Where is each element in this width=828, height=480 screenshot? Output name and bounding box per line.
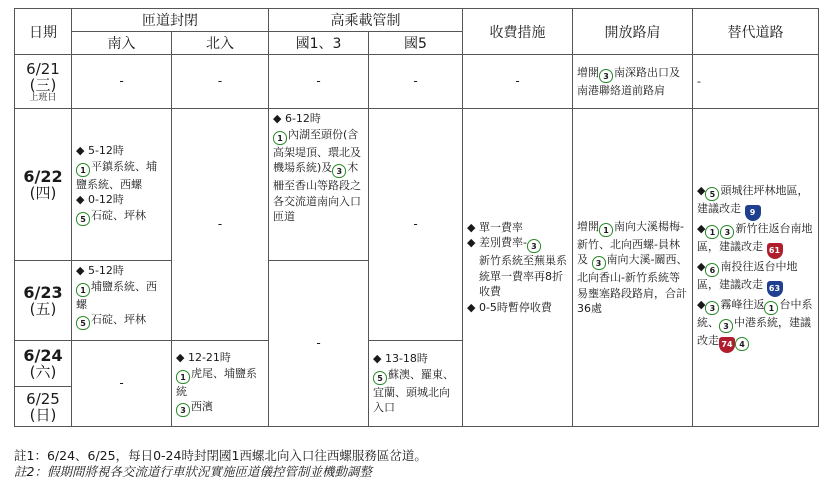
freeway-5-icon: 5 <box>705 187 719 201</box>
header-hov: 高乘載管制 <box>269 9 463 32</box>
header-date: 日期 <box>15 9 72 55</box>
header-ramp-closure: 匝道封閉 <box>72 9 269 32</box>
header-toll: 收費措施 <box>463 9 573 55</box>
cell-624-north: ◆ 12-21時 1 虎尾、埔鹽系統 3 西濱 <box>172 341 269 427</box>
freeway-1-icon: 1 <box>76 283 90 297</box>
freeway-3-icon: 3 <box>332 164 346 178</box>
freeway-1-icon: 1 <box>273 131 287 145</box>
date-cell-621: 6/21 (三) 上班日 <box>15 55 72 109</box>
route-74-shield-icon: 74 <box>719 337 735 353</box>
freeway-1-icon: 1 <box>764 301 778 315</box>
cell-621-hov13: - <box>269 55 369 109</box>
cell-621-south: - <box>72 55 172 109</box>
freeway-3-icon: 3 <box>176 403 190 417</box>
freeway-3-icon: 3 <box>719 319 733 333</box>
cell-621-north: - <box>172 55 269 109</box>
cell-622-hov13: ◆ 6-12時 1 內湖至頭份(含高架堤頂、環北及機場系統)及 3 木柵至香山等路段之各交流道南向入口匝道 <box>269 109 369 261</box>
freeway-1-icon: 1 <box>176 370 190 384</box>
header-shoulder: 開放路肩 <box>573 9 693 55</box>
cell-621-shoulder: 增開 3 南深路出口及南港聯絡道前路肩 <box>573 55 693 109</box>
cell-621-toll: - <box>463 55 573 109</box>
cell-622-hov5: - <box>369 109 463 341</box>
date-cell-625: 6/25 (日) <box>15 387 72 427</box>
cell-624-hov5: ◆ 13-18時 5 蘇澳、羅東、宜蘭、頭城北向入口 <box>369 341 463 427</box>
provincial-9-shield-icon: 9 <box>745 205 761 221</box>
footnotes <box>14 448 427 480</box>
cell-624-south: - <box>72 341 172 427</box>
cell-621-hov5: - <box>369 55 463 109</box>
traffic-control-table <box>14 8 819 427</box>
route-61-shield-icon: 61 <box>767 243 783 259</box>
cell-shoulder: 增開 1 南向大溪楊梅-新竹、北向西螺-員林及 3 南向大溪-關西、北向香山-新竹系統等易壅塞路段路肩，合計36處 <box>573 109 693 427</box>
footnote-1: 註1：6/24、6/25，每日0-24時封閉國1西螺北向入口往西螺服務區岔道。 <box>14 448 427 463</box>
cell-621-alternate: - <box>693 55 819 109</box>
date-cell-623: 6/23 (五) <box>15 261 72 341</box>
cell-622-south: ◆ 5-12時 1 平鎮系統、埔鹽系統、西螺 ◆ 0-12時 5 石碇、坪林 <box>72 109 172 261</box>
header-north-entry: 北入 <box>172 32 269 55</box>
freeway-3-icon: 3 <box>705 301 719 315</box>
freeway-4-icon: 4 <box>735 337 749 351</box>
freeway-6-icon: 6 <box>705 263 719 277</box>
freeway-5-icon: 5 <box>76 316 90 330</box>
header-hov-n5: 國5 <box>369 32 463 55</box>
cell-toll: ◆ 單一費率 ◆ 差別費率- 3 新竹系統至蕪巢系統單一費率再8折收費 ◆ 0-5時暫停收費 <box>463 109 573 427</box>
freeway-5-icon: 5 <box>373 371 387 385</box>
freeway-3-icon: 3 <box>592 256 606 270</box>
freeway-3-icon: 3 <box>720 225 734 239</box>
freeway-1-icon: 1 <box>705 225 719 239</box>
freeway-3-icon: 3 <box>599 69 613 83</box>
freeway-1-icon: 1 <box>599 223 613 237</box>
cell-623-hov13: - <box>269 261 369 427</box>
cell-622-north: - <box>172 109 269 341</box>
header-hov-n1-3: 國1、3 <box>269 32 369 55</box>
freeway-3-icon: 3 <box>527 239 541 253</box>
freeway-5-icon: 5 <box>76 212 90 226</box>
header-alternate: 替代道路 <box>693 9 819 55</box>
cell-alternate: ◆ 5 頭城往坪林地區，建議改走 9 ◆ 1 3 新竹往返台南地區，建議改走 61 ◆ 6 南投往返台中地區，建議改走 63 ◆ 3 霧峰往返 1 台中系統、 3 中港系統，建議改走 74 4 <box>693 109 819 427</box>
route-63-shield-icon: 63 <box>767 281 783 297</box>
cell-623-south: ◆ 5-12時 1 埔鹽系統、西螺 5 石碇、坪林 <box>72 261 172 341</box>
freeway-1-icon: 1 <box>76 163 90 177</box>
header-south-entry: 南入 <box>72 32 172 55</box>
footnote-2: 註2：假期間將視各交流道行車狀況實施匝道儀控管制並機動調整 <box>14 464 372 479</box>
cropped-title-strip <box>0 0 828 6</box>
date-cell-624: 6/24 (六) <box>15 341 72 387</box>
date-cell-622: 6/22 (四) <box>15 109 72 261</box>
